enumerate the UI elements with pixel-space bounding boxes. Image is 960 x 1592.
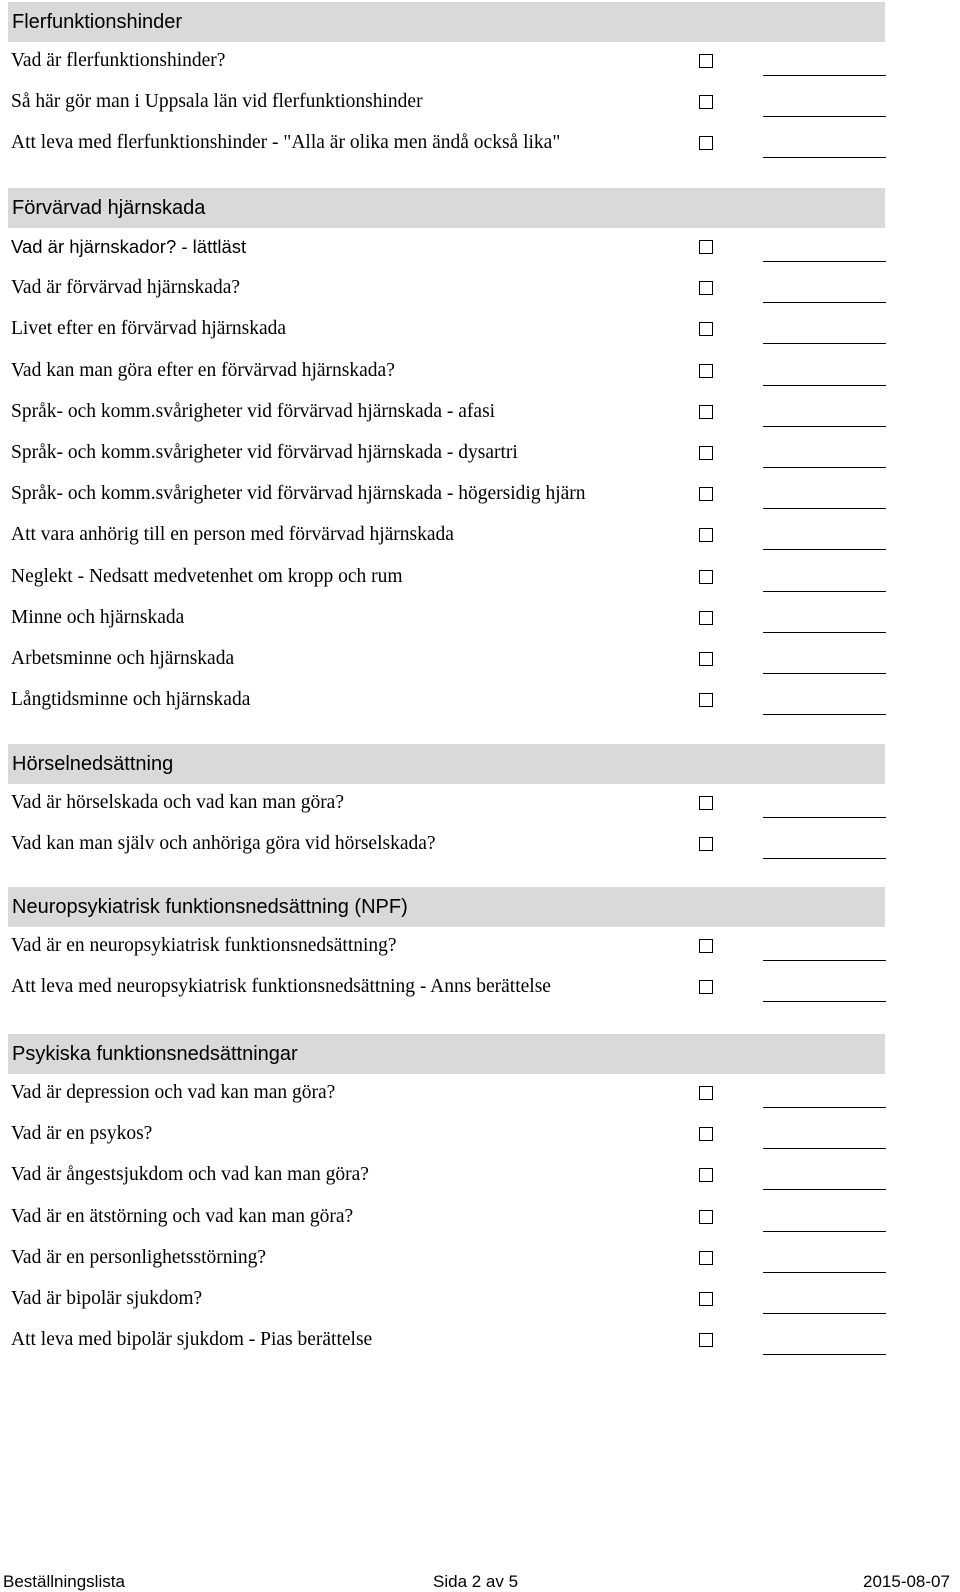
order-checkbox[interactable] [699,939,713,953]
order-checkbox[interactable] [699,1292,713,1306]
list-item [0,1198,960,1239]
list-item [0,1239,960,1280]
order-checkbox[interactable] [699,611,713,625]
order-checkbox[interactable] [699,405,713,419]
section [0,188,960,722]
order-checkbox[interactable] [699,1333,713,1347]
list-item [0,1115,960,1156]
quantity-line[interactable] [763,508,886,509]
list-item [0,1074,960,1115]
order-checkbox[interactable] [699,1210,713,1224]
list-item [0,681,960,722]
list-item [0,228,960,269]
list-item [0,927,960,968]
order-checkbox[interactable] [699,446,713,460]
list-item [0,640,960,681]
item-label: Vad är ångestsjukdom och vad kan man göra? [11,1164,369,1186]
order-checkbox[interactable] [699,54,713,68]
quantity-line[interactable] [763,632,886,633]
order-checkbox[interactable] [699,1127,713,1141]
list-item [0,784,960,825]
item-label: Vad är en personlighetsstörning? [11,1246,267,1268]
order-checkbox[interactable] [699,528,713,542]
quantity-line[interactable] [763,1272,886,1273]
list-item [0,968,960,1009]
quantity-line[interactable] [763,426,886,427]
quantity-line[interactable] [763,960,886,961]
section [0,2,960,166]
list-item [0,352,960,393]
order-checkbox[interactable] [699,487,713,501]
order-checkbox[interactable] [699,1251,713,1265]
list-item [0,1280,960,1321]
order-checkbox[interactable] [699,1168,713,1182]
quantity-line[interactable] [763,343,886,344]
quantity-line[interactable] [763,302,886,303]
order-checkbox[interactable] [699,652,713,666]
quantity-line[interactable] [763,673,886,674]
list-item [0,124,960,165]
footer-date: 2015-08-07 [863,1572,950,1591]
list-item [0,558,960,599]
section-header: Psykiska funktionsnedsättningar [8,1034,885,1074]
quantity-line[interactable] [763,1001,886,1002]
list-item [0,310,960,351]
quantity-line[interactable] [763,1231,886,1232]
item-label: Vad är flerfunktionshinder? [11,50,226,71]
quantity-line[interactable] [763,591,886,592]
item-label: Vad är en ätstörning och vad kan man göra? [11,1205,354,1227]
item-label: Vad är hörselskada och vad kan man göra? [11,792,344,813]
item-label: Så här gör man i Uppsala län vid flerfunktionshinder [11,91,423,113]
list-item [0,1156,960,1197]
list-item [0,599,960,640]
quantity-line[interactable] [763,116,886,117]
item-label: Vad är hjärnskador? - lättläst [11,236,247,257]
order-checkbox[interactable] [699,980,713,994]
item-label: Vad är förvärvad hjärnskada? [11,277,241,299]
section [0,887,960,1009]
quantity-line[interactable] [763,467,886,468]
section-header: Flerfunktionshinder [8,2,885,42]
quantity-line[interactable] [763,1354,886,1355]
order-checkbox[interactable] [699,796,713,810]
quantity-line[interactable] [763,714,886,715]
order-checkbox[interactable] [699,364,713,378]
quantity-line[interactable] [763,1148,886,1149]
quantity-line[interactable] [763,858,886,859]
quantity-line[interactable] [763,1313,886,1314]
item-label: Att leva med flerfunktionshinder - "Alla är olika men ändå också lika" [11,132,561,154]
item-label: Språk- och komm.svårigheter vid förvärvad hjärnskada - afasi [11,400,496,422]
item-label: Långtidsminne och hjärnskada [11,689,251,711]
item-label: Minne och hjärnskada [11,606,185,628]
item-label: Att vara anhörig till en person med förvärvad hjärnskada [11,524,454,546]
list-item [0,393,960,434]
item-label: Vad är en neuropsykiatrisk funktionsnedsättning? [11,935,397,956]
item-label: Vad kan man själv och anhöriga göra vid hörselskada? [11,833,436,855]
section-header: Neuropsykiatrisk funktionsnedsättning (NPF) [8,887,885,927]
item-label: Språk- och komm.svårigheter vid förvärvad hjärnskada - högersidig hjärn [11,483,586,505]
section [0,1034,960,1362]
footer-title: Beställningslista [3,1572,125,1591]
item-label: Vad kan man göra efter en förvärvad hjärnskada? [11,359,395,381]
quantity-line[interactable] [763,1107,886,1108]
item-label: Livet efter en förvärvad hjärnskada [11,318,287,340]
item-label: Neglekt - Nedsatt medvetenhet om kropp och rum [11,565,403,587]
order-checkbox[interactable] [699,693,713,707]
order-checkbox[interactable] [699,837,713,851]
quantity-line[interactable] [763,157,886,158]
item-label: Vad är en psykos? [11,1123,153,1145]
list-item [0,42,960,83]
item-label: Att leva med bipolär sjukdom - Pias berättelse [11,1329,373,1351]
section-header: Hörselnedsättning [8,744,885,784]
quantity-line[interactable] [763,261,886,262]
list-item [0,475,960,516]
section [0,744,960,866]
list-item [0,269,960,310]
quantity-line[interactable] [763,1189,886,1190]
order-checkbox[interactable] [699,136,713,150]
item-label: Språk- och komm.svårigheter vid förvärvad hjärnskada - dysartri [11,441,518,463]
list-item [0,434,960,475]
quantity-line[interactable] [763,817,886,818]
order-checkbox[interactable] [699,95,713,109]
order-checkbox[interactable] [699,1086,713,1100]
list-item [0,516,960,557]
list-item [0,83,960,124]
footer-page-number: Sida 2 av 5 [433,1572,519,1591]
quantity-line[interactable] [763,385,886,386]
list-item [0,1321,960,1362]
section-header: Förvärvad hjärnskada [8,188,885,228]
list-item [0,825,960,866]
order-checkbox[interactable] [699,240,713,254]
quantity-line[interactable] [763,549,886,550]
order-checkbox[interactable] [699,322,713,336]
quantity-line[interactable] [763,75,886,76]
order-checkbox[interactable] [699,281,713,295]
order-checkbox[interactable] [699,570,713,584]
item-label: Att leva med neuropsykiatrisk funktionsnedsättning - Anns berättelse [11,976,551,998]
item-label: Vad är depression och vad kan man göra? [11,1082,336,1103]
item-label: Arbetsminne och hjärnskada [11,647,235,669]
item-label: Vad är bipolär sjukdom? [11,1287,203,1309]
